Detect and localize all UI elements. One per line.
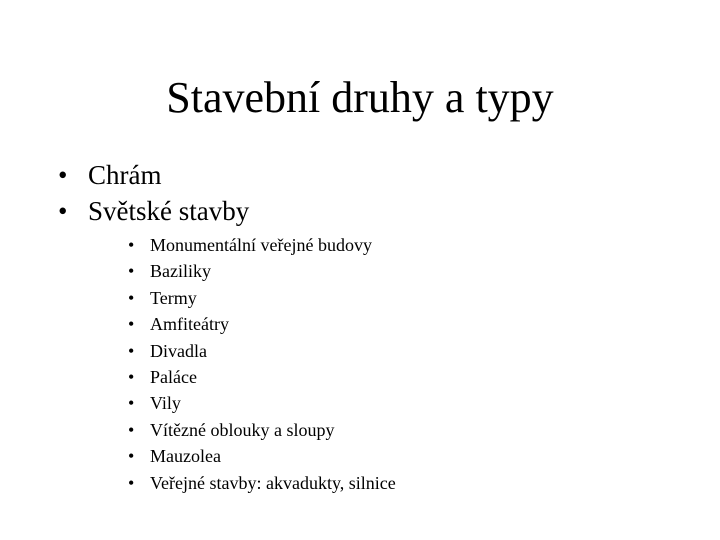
slide-title: Stavební druhy a typy — [166, 73, 554, 122]
main-bullet-list — [58, 157, 249, 229]
list-item — [128, 311, 396, 337]
list-item-text: Termy — [150, 287, 197, 308]
list-item-text: Divadla — [150, 340, 207, 361]
list-item-text: Vily — [150, 393, 181, 414]
list-item-text: Světské stavby — [88, 196, 250, 226]
list-item-text: Monumentální veřejné budovy — [150, 235, 372, 255]
bullet-icon: • — [128, 314, 135, 335]
bullet-icon: • — [58, 196, 68, 226]
list-item — [128, 443, 396, 469]
list-item — [58, 157, 249, 193]
list-item — [128, 338, 396, 364]
list-item-text: Mauzolea — [150, 446, 221, 467]
list-item — [128, 417, 396, 443]
bullet-icon: • — [128, 419, 135, 440]
list-item-text: Baziliky — [150, 261, 211, 282]
list-item-text: Vítězné oblouky a sloupy — [150, 419, 335, 440]
sub-bullet-list — [128, 232, 396, 496]
bullet-icon: • — [128, 261, 135, 282]
bullet-icon: • — [128, 287, 135, 308]
list-item — [128, 232, 396, 258]
list-item-text: Veřejné stavby: akvadukty, silnice — [150, 472, 396, 493]
list-item-text: Amfiteátry — [150, 314, 229, 335]
bullet-icon: • — [128, 235, 135, 255]
list-item — [128, 364, 396, 390]
list-item — [128, 470, 396, 496]
list-item — [128, 390, 396, 416]
list-item — [128, 258, 396, 284]
list-item-text: Chrám — [88, 160, 162, 190]
bullet-icon: • — [128, 366, 135, 387]
bullet-icon: • — [58, 160, 68, 190]
bullet-icon: • — [128, 446, 135, 467]
list-item — [58, 193, 249, 229]
list-item-text: Paláce — [150, 366, 197, 387]
list-item — [128, 285, 396, 311]
bullet-icon: • — [128, 340, 135, 361]
bullet-icon: • — [128, 393, 135, 414]
bullet-icon: • — [128, 472, 135, 493]
